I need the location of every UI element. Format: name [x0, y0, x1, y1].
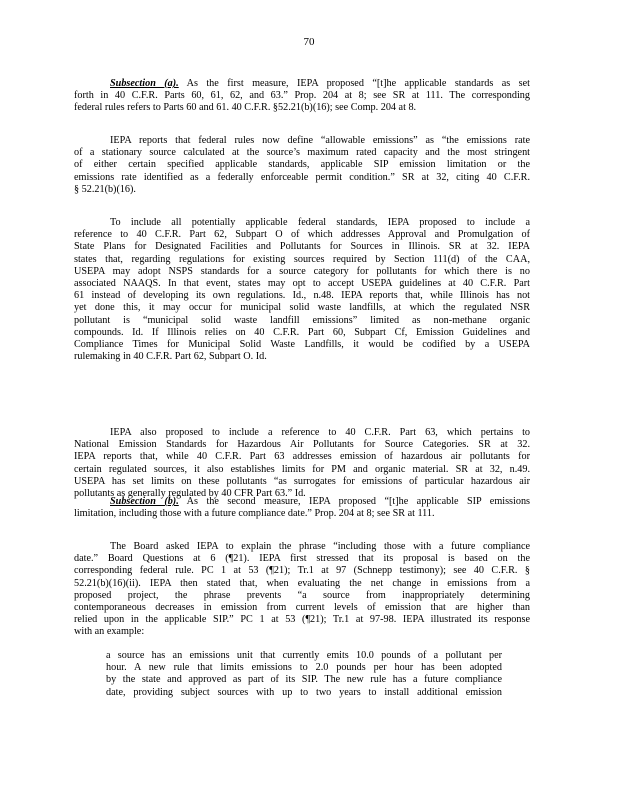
paragraph-line: To include all potentially applicable federal standards, IEPA proposed to include a	[110, 217, 530, 228]
paragraph-line: IEPA also proposed to include a reference to 40 C.F.R. Part 63, which pertains to	[110, 427, 530, 438]
paragraph-line: forth in 40 C.F.R. Parts 60, 61, 62, and 63.” Prop. 204 at 8; see SR at 111. The corresponding	[74, 90, 530, 102]
paragraph-line: of either certain specified applicable standards, applicable SIP emission limitation or the	[74, 159, 530, 171]
paragraph-line: reference to 40 C.F.R. Part 62, Subpart O of which addresses Approval and Promulgation of	[74, 229, 530, 241]
paragraph-line: State Plans for Designated Facilities and Pollutants for Sources in Illinois. SR at 32. IEPA	[74, 241, 530, 253]
paragraph-line: IEPA reports that federal rules now define “allowable emissions” as “the emissions rate	[110, 135, 530, 146]
paragraph-line: National Emission Standards for Hazardous Air Pollutants for Source Categories. SR at 32.	[74, 439, 530, 451]
paragraph-line: of a stationary source calculated at the source’s maximum rated capacity and the most stringent	[74, 147, 530, 159]
paragraph-future-compliance	[74, 541, 530, 639]
paragraph-line: rulemaking in 40 C.F.R. Part 62, Subpart O. Id.	[74, 351, 267, 363]
paragraph-line: pollutant is “municipal solid waste landfill emissions” limited as non-methane organic	[74, 314, 530, 326]
paragraph-allowable-emissions	[74, 135, 530, 196]
subsection-heading: Subsection (b).	[110, 496, 179, 507]
subsection-heading: Subsection (a).	[110, 78, 179, 89]
quote-line: a source has an emissions unit that currently emits 10.0 pounds of a pollutant per	[106, 650, 502, 661]
paragraph-line: proposed project, the phrase prevents “a source from inappropriately determining	[74, 589, 530, 601]
paragraph-line: Compliance Times for Municipal Solid Waste Landfills, it would be codified by a USEPA	[74, 339, 530, 351]
paragraph-line: yet done this, it may occur for municipal solid waste landfills, at which the regulated NSR	[74, 302, 530, 314]
paragraph-line: corresponding federal rule. PC 1 at 53 (¶21); Tr.1 at 97 (Schnepp testimony); see 40 C.F.R. §	[74, 565, 530, 577]
paragraph-line: limitation, including those with a future compliance date.” Prop. 204 at 8; see SR at 111.	[74, 508, 435, 520]
paragraph-line: relied upon in the applicable SIP.” PC 1 at 53 (¶21); Tr.1 at 97-98. IEPA illustrated its response	[74, 614, 530, 626]
paragraph-line: with an example:	[74, 626, 145, 638]
paragraph-subsection-b	[74, 496, 530, 520]
quote-line: by the state and approved as part of its SIP. The new rule has a future compliance	[106, 674, 502, 686]
paragraph-line: compounds. Id. If Illinois relies on 40 C.F.R. Part 60, Subpart Cf, Emission Guidelines and	[74, 326, 530, 338]
paragraph-line: 61 instead of developing its own regulations. Id., n.48. IEPA reports that, while Illinois has not	[74, 290, 530, 302]
paragraph-line: associated NAAQS. In that event, states may opt to accept USEPA guidelines at 40 C.F.R. Part	[74, 278, 530, 290]
paragraph-subsection-a	[74, 78, 530, 115]
paragraph-line: The Board asked IEPA to explain the phrase “including those with a future compliance	[110, 541, 530, 552]
paragraph-line: IEPA reports that, while 40 C.F.R. Part 63 addresses emission of hazardous air pollutants for	[74, 451, 530, 463]
paragraph-federal-standards	[74, 217, 530, 363]
paragraph-part-63	[74, 427, 530, 500]
paragraph-line: emissions rate identified as a federally enforceable permit condition.” SR at 32, citing 40 C.F.R.	[74, 171, 530, 183]
paragraph-line: Subsection (b). As the second measure, IEPA proposed “[t]he applicable SIP emissions	[110, 496, 530, 507]
paragraph-line: 52.21(b)(16)(ii). IEPA then stated that, when evaluating the net change in emissions from a	[74, 577, 530, 589]
page-number: 70	[303, 36, 315, 48]
block-quote	[106, 650, 502, 699]
paragraph-line: states that, regarding regulations for existing sources required by Section 111(d) of the CAA,	[74, 253, 530, 265]
paragraph-line: USEPA may adopt NSPS standards for a source category for pollutants for which there is no	[74, 265, 530, 277]
quote-line: hour. A new rule that limits emissions to 2.0 pounds per hour has been adopted	[106, 662, 502, 674]
paragraph-line: pollutants as generally regulated by 40 CFR Part 63.” Id.	[74, 488, 306, 500]
paragraph-line: Subsection (a). As the first measure, IEPA proposed “[t]he applicable standards as set	[110, 78, 530, 89]
quote-line: date, providing subject sources with up to two years to install additional emission	[106, 686, 502, 698]
paragraph-line: contemporaneous decreases in emission from current levels of emission that are higher than	[74, 602, 530, 614]
paragraph-line: § 52.21(b)(16).	[74, 183, 136, 195]
paragraph-line: date.” Board Questions at 6 (¶21). IEPA first stressed that its proposal is based on the	[74, 553, 530, 565]
paragraph-line: federal rules refers to Parts 60 and 61. 40 C.F.R. §52.21(b)(16); see Comp. 204 at 8.	[74, 102, 417, 114]
paragraph-line: certain regulated sources, it also establishes limits for PM and organic material. SR at 32, n.49.	[74, 463, 530, 475]
paragraph-line: USEPA has set limits on these pollutants “as surrogates for emissions of particular hazardous air	[74, 475, 530, 487]
